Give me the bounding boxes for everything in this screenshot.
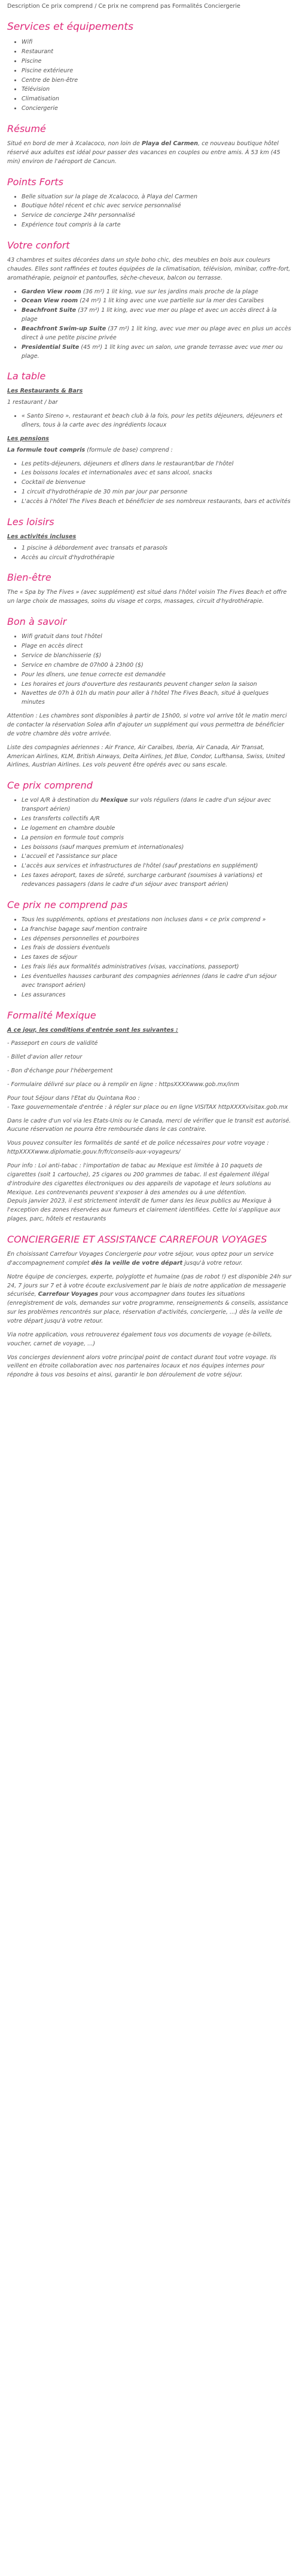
room-name: Beachfront Swim-up Suite [22, 326, 106, 333]
list-item: • Expérience tout compris à la carte [22, 221, 292, 230]
list-item: • Les boissons (sauf marques premium et internationales) [22, 844, 292, 852]
room-description: (37 m²) 1 lit king, avec vue mer ou plage et avec un accès direct à la plage [22, 307, 277, 323]
list-item: • Cocktail de bienvenue [22, 479, 292, 487]
comprend-list [7, 796, 292, 890]
conciergerie-p4: Vos concierges deviennent alors votre principal point de contact durant tout votre voyage. Ils veillent en étroite collaboration avec nos partenaires locaux et nos équipes internes pour répondre à tous vos besoins et ainsi, garantir le bon déroulement de votre séjour. [7, 1354, 276, 1379]
services-title: Services et équipements [7, 20, 133, 33]
conditions-lines [7, 1039, 292, 1089]
header-line: Description Ce prix comprend / Ce prix ne comprend pas Formalités Conciergerie [7, 3, 240, 10]
list-item: • Les dépenses personnelles et pourboires [22, 935, 292, 944]
table-title: La table [7, 370, 46, 382]
list-item: • Les taxes de séjour [22, 953, 292, 962]
condition-line: - Billet d'avion aller retour [7, 1054, 83, 1061]
list-item: • L'accès à l'hôtel The Fives Beach et bénéficier de ses nombreux restaurants, bars et activités [22, 498, 292, 507]
list-item: • Navettes de 07h à 01h du matin pour aller à l'hôtel The Fives Beach, situé à quelques minutes [22, 689, 292, 707]
room-item [22, 288, 292, 297]
condition-line: - Passeport en cours de validité [7, 1040, 98, 1047]
list-item: • Les transferts collectifs A/R [22, 815, 292, 824]
confort-intro: 43 chambres et suites décorées dans un style boho chic, des meubles en bois aux couleurs chaudes. Elles sont raffinées et toutes équipées de la climatisation, télévision, minibar, coffre-fort, aromathérapie, peignoir et pantoufles, sèche-cheveux, balcon ou terrasse. [7, 257, 291, 281]
list-item: • Service de concierge 24hr personnalisé [22, 211, 292, 220]
condition-line: - Bon d'échange pour l'hébergement [7, 1068, 113, 1075]
formula-line: La formule tout compris (formule de base) comprend : [7, 446, 173, 453]
list-item: • Wifi gratuit dans tout l'hôtel [22, 633, 292, 642]
list-item: • Accès au circuit d'hydrothérapie [22, 554, 292, 563]
list-item: • Piscine [22, 57, 292, 66]
rooms-list [7, 288, 292, 361]
conciergerie-p2: Notre équipe de concierges, experte, polyglotte et humaine (pas de robot !) est disponible 24h sur 24, 7 jours sur 7 et à votre écoute exclusivement par le biais de notre application de messagerie sécurisée, Carrefour Voyages pour vous accompagner dans toutes les situations (enregistrement de vols, demandes sur votre programme, renseignements & conseils, assistance sur les problèmes rencontrés sur place, réservation d'activités, conciergerie, ...) dès la veille de votre départ jusqu'à votre retour. [7, 1273, 292, 1325]
conditions-heading: A ce jour, les conditions d'entrée sont les suivantes : [7, 1026, 178, 1034]
list-item: • Centre de bien-être [22, 76, 292, 85]
list-item: • L'accueil et l'assistance sur place [22, 852, 292, 861]
attention-note: Attention : Les chambres sont disponibles à partir de 15h00, si votre vol arrive tôt le matin merci de contacter la réservation Solea afin d'ajouter un supplément qui vous permettra de bénéficier de votre chambre dès votre arrivée. [7, 713, 287, 737]
loisirs-title: Les loisirs [7, 516, 54, 528]
list-item: • Les frais de dossiers éventuels [22, 944, 292, 953]
formula-list [7, 460, 292, 507]
list-item: • La pension en formule tout compris [22, 834, 292, 843]
list-item: • Les horaires et jours d'ouverture des restaurants peuvent changer selon la saison [22, 680, 292, 689]
bien-etre-text: The « Spa by The Fives » (avec supplément) est situé dans l'hôtel voisin The Fives Beach et offre un large choix de massages, soins du visage et corps, massages, circuit d'hydrothérapie. [7, 589, 287, 605]
comprend-title: Ce prix comprend [7, 780, 93, 792]
bon-a-savoir-list [7, 633, 292, 707]
list-item: • Pour les dîners, une tenue correcte est demandée [22, 671, 292, 680]
list-item: • L'accès aux services et infrastructures de l'hôtel (sauf prestations en supplément) [22, 862, 292, 871]
conciergerie-p1: En choisissant Carrefour Voyages Conciergerie pour votre séjour, vous optez pour un service d'accompagnement complet dès la veille de votre départ jusqu'à votre retour. [7, 1251, 274, 1266]
list-item: • 1 circuit d'hydrothérapie de 30 min par jour par personne [22, 488, 292, 497]
list-item: • Tous les suppléments, options et prestations non incluses dans « ce prix comprend » [22, 916, 292, 925]
restaurants-subtitle: Les Restaurants & Bars [7, 388, 83, 395]
condition-line: - Formulaire délivré sur place ou à remplir en ligne : httpsXXXXwww.gob.mx/inm [7, 1081, 239, 1088]
list-item: • Le logement en chambre double [22, 824, 292, 833]
activites-subtitle: Les activités incluses [7, 533, 77, 540]
list-item: • Conciergerie [22, 105, 292, 114]
room-item [22, 344, 292, 361]
room-description: (45 m²) 1 lit king avec un salon, une grande terrasse avec vue mer ou plage. [22, 344, 283, 360]
consult-note: Vous pouvez consulter les formalités de santé et de police nécessaires pour votre voyage : httpXXXXwww.diplomatie.gouv.fr/fr/conseils-aux-voyageurs/ [7, 1140, 269, 1156]
room-description: (37 m²) 1 lit king, avec vue mer ou plage avec en plus un accès direct à une petite piscine privée [22, 326, 291, 341]
confort-title: Votre confort [7, 240, 70, 251]
room-name: Beachfront Suite [22, 307, 77, 314]
points-forts-title: Points Forts [7, 176, 63, 188]
list-item: • Climatisation [22, 95, 292, 104]
list-item: • Service de blanchisserie ($) [22, 652, 292, 661]
restaurants-list [7, 412, 292, 430]
list-item: • Piscine extérieure [22, 67, 292, 76]
room-item [22, 297, 292, 306]
list-item: • Télévision [22, 85, 292, 94]
list-item: • La franchise bagage sauf mention contraire [22, 925, 292, 934]
list-item: • Le vol A/R à destination du Mexique sur vols réguliers (dans le cadre d'un séjour avec transport aérien) [22, 796, 292, 814]
room-name: Ocean View room [22, 298, 78, 305]
list-item: • Les assurances [22, 991, 292, 1000]
resume-title: Résumé [7, 122, 46, 134]
list-item: • Les taxes aéroport, taxes de sûreté, surcharge carburant (soumises à variations) et redevances passagers (dans le cadre d'un séjour avec transport aérien) [22, 872, 292, 890]
airlines-note: Liste des compagnies aériennes : Air France, Air Caraïbes, Iberia, Air Canada, Air Transat, American Airlines, KLM, British Airways, Delta Airlines, Jet Blue, Condor, Lufthansa, Swiss, United Airlines, Austrian Airlines. Les vols peuvent être opérés avec ou sans escale. [7, 744, 285, 769]
points-forts-list [7, 193, 292, 230]
list-item: • Restaurant [22, 48, 292, 57]
room-description: (24 m²) 1 lit king avec une vue partielle sur la mer des Caraïbes [78, 298, 264, 305]
list-item: • Service en chambre de 07h00 à 23h00 ($) [22, 661, 292, 670]
list-item: • Wifi [22, 38, 292, 47]
conciergerie-p3: Via notre application, vous retrouverez également tous vos documents de voyage (e-billets, voucher, carnet de voyage, ...) [7, 1331, 272, 1347]
bon-a-savoir-title: Bon à savoir [7, 616, 67, 628]
resume-text: Situé en bord de mer à Xcalacoco, non loin de Playa del Carmen, ce nouveau boutique hôtel réservé aux adultes est idéal pour passer des vacances en couples ou entre amis. À 53 km (45 min) environ de l'aéroport de Cancun. [7, 140, 280, 165]
bien-etre-title: Bien-être [7, 572, 51, 584]
list-item: • Les petits-déjeuners, déjeuners et dîners dans le restaurant/bar de l'hôtel [22, 460, 292, 469]
list-item: • Belle situation sur la plage de Xcalacoco, à Playa del Carmen [22, 193, 292, 202]
pensions-subtitle: Les pensions [7, 435, 50, 442]
formalites-title: Formalité Mexique [7, 1009, 96, 1021]
services-list [7, 38, 292, 114]
list-item: • Boutique hôtel récent et chic avec service personnalisé [22, 202, 292, 211]
ne-comprend-list [7, 916, 292, 1000]
room-name: Presidential Suite [22, 344, 80, 351]
list-item: • Les frais liés aux formalités administratives (visas, vaccinations, passeport) [22, 963, 292, 972]
tabac-note: Pour info : Loi anti-tabac : l'importation de tabac au Mexique est limitée à 10 paquets de cigarettes (soit 1 cartouche), 25 cigares ou 200 grammes de tabac. Il est également illégal d'introduire des cigarettes électroniques ou des appareils de vapotage et leurs solutions au Mexique. Les contrevenants peuvent s'exposer à des amendes ou à une détention. Depuis janvier 2023, il est strictement interdit de fumer dans les lieux publics au Mexique à l'exception des zones réservées aux fumeurs et clairement identifiées. Cette loi s'applique aux plages, parc, hôtels et restaurants [7, 1163, 280, 1223]
room-description: (36 m²) 1 lit king, vue sur les jardins mais proche de la plage [81, 288, 258, 295]
room-item [22, 306, 292, 324]
conciergerie-title: CONCIERGERIE ET ASSISTANCE CARREFOUR VOYAGES [7, 1234, 267, 1246]
list-item: • Les éventuelles hausses carburant des compagnies aériennes (dans le cadre d'un séjour avec transport aérien) [22, 973, 292, 990]
room-name: Garden View room [22, 288, 81, 295]
transit-note: Dans le cadre d'un vol via les Etats-Unis ou le Canada, merci de vérifier que le transit est autorisé. Aucune réservation ne pourra être remboursée dans le cas contraire. [7, 1117, 291, 1133]
list-item: • Les boissons locales et internationales avec et sans alcool, snacks [22, 469, 292, 478]
list-item: • 1 piscine à débordement avec transats et parasols [22, 544, 292, 553]
list-item: • Plage en accès direct [22, 642, 292, 651]
restaurant-count: 1 restaurant / bar [7, 399, 58, 406]
activites-list [7, 544, 292, 563]
quintana-note: Pour tout Séjour dans l'Etat du Quintana Roo : - Taxe gouvernementale d'entrée : à régler sur place ou en ligne VISITAX httpXXXXvisitax.gob.mx [7, 1094, 288, 1111]
room-item [22, 325, 292, 343]
list-item: • « Santo Sireno », restaurant et beach club à la fois, pour les petits déjeuners, déjeuners et dîners, tous à la carte avec des ingrédients locaux [22, 412, 292, 430]
ne-comprend-title: Ce prix ne comprend pas [7, 898, 128, 910]
